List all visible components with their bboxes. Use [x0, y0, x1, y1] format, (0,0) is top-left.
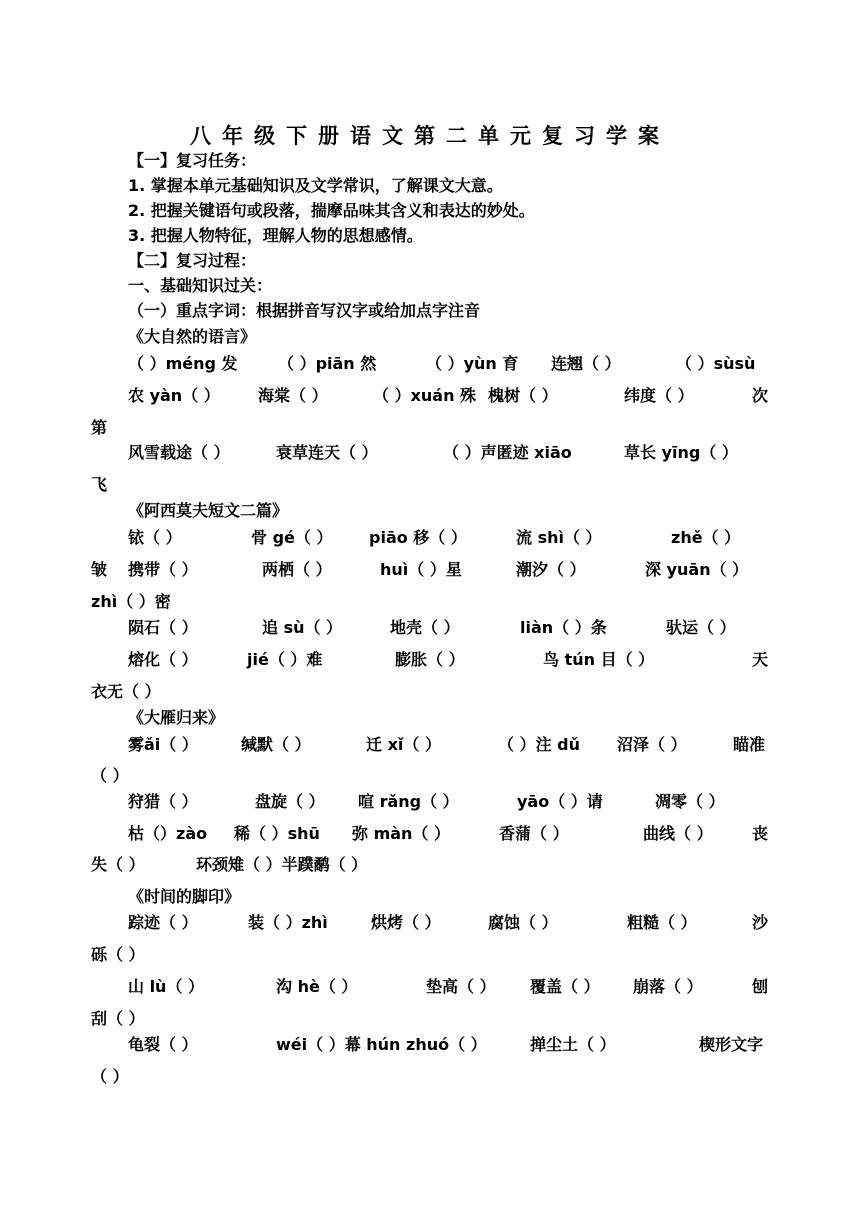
task-heading: 【一】复习任务： — [128, 151, 257, 170]
exercise-item: 深 yuān（ ） — [645, 560, 749, 579]
exercise-item: wéi（ ）幕 hún zhuó（ ） — [276, 1035, 487, 1054]
exercise-item: 槐树（ ） — [488, 386, 558, 405]
exercise-item: （ ） — [91, 1067, 129, 1086]
exercise-item: 刮（ ） — [91, 1009, 145, 1028]
exercise-item: 天 — [752, 650, 769, 669]
exercise-item: 覆盖（ ） — [530, 977, 600, 996]
exercise-item: piāo 移（ ） — [369, 528, 467, 547]
exercise-item: （ ）piān 然 — [278, 354, 377, 373]
sub-heading: （一）重点字词：根据拼音写汉字或给加点字注音 — [128, 301, 481, 320]
exercise-item: zhě（ ） — [671, 528, 741, 547]
exercise-item: zhì（ ）密 — [91, 592, 171, 611]
exercise-item: 凋零（ ） — [655, 792, 725, 811]
exercise-item: 鸟 tún 目（ ） — [543, 650, 655, 669]
exercise-item: huì（ ）星 — [380, 560, 462, 579]
exercise-item: （ ）sùsù — [676, 354, 756, 373]
page-title: 八年级下册语文第二单元复习学案 — [190, 124, 670, 148]
exercise-item: 地壳（ ） — [390, 618, 460, 637]
exercise-item: 追 sù（ ） — [262, 618, 343, 637]
exercise-item: （ ）声匿迹 xiāo — [443, 443, 572, 462]
exercise-item: 携带（ ） — [128, 560, 198, 579]
process-heading: 【二】复习过程： — [128, 251, 257, 270]
exercise-item: 驮运（ ） — [666, 618, 736, 637]
exercise-item: 衣无（ ） — [91, 682, 161, 701]
exercise-item: （ ）xuán 殊 — [373, 386, 477, 405]
lesson-title: 《大雁归来》 — [128, 708, 225, 727]
exercise-item: 草长 yīng（ ） — [624, 443, 738, 462]
exercise-item: 铱（ ） — [128, 528, 182, 547]
exercise-item: 第 — [91, 418, 108, 437]
lesson-title: 《时间的脚印》 — [128, 887, 241, 906]
exercise-item: （ ）注 dǔ — [498, 735, 580, 754]
exercise-item: 环颈雉（ ）半蹼鹬（ ） — [196, 855, 368, 874]
exercise-item: 骨 gé（ ） — [251, 528, 333, 547]
exercise-item: 粗糙（ ） — [627, 913, 697, 932]
exercise-item: （ ）méng 发 — [128, 354, 238, 373]
exercise-item: 潮汐（ ） — [516, 560, 586, 579]
exercise-item: 掸尘土（ ） — [530, 1035, 616, 1054]
exercise-item: 龟裂（ ） — [128, 1035, 198, 1054]
exercise-item: 两栖（ ） — [262, 560, 332, 579]
exercise-item: 皱 — [91, 560, 108, 579]
exercise-item: 缄默（ ） — [241, 735, 311, 754]
exercise-item: 沼泽（ ） — [617, 735, 687, 754]
exercise-item: 盘旋（ ） — [255, 792, 325, 811]
exercise-item: 砾（ ） — [91, 945, 145, 964]
exercise-item: 流 shì（ ） — [516, 528, 602, 547]
exercise-item: （ ）yùn 育 — [426, 354, 519, 373]
exercise-item: 膨胀（ ） — [395, 650, 465, 669]
exercise-item: 楔形文字 — [699, 1035, 764, 1054]
exercise-item: 次 — [752, 386, 769, 405]
task-item: 3. 把握人物特征，理解人物的思想感情。 — [128, 226, 423, 245]
exercise-item: 垫高（ ） — [426, 977, 496, 996]
exercise-item: 装（ ）zhì — [248, 913, 328, 932]
exercise-item: 农 yàn（ ） — [128, 386, 220, 405]
lesson-title: 《阿西莫夫短文二篇》 — [128, 501, 289, 520]
exercise-item: 海棠（ ） — [258, 386, 328, 405]
exercise-item: 狩猎（ ） — [128, 792, 198, 811]
exercise-item: 刨 — [752, 977, 769, 996]
exercise-item: 连翘（ ） — [551, 354, 621, 373]
exercise-item: 弥 màn（ ） — [352, 824, 451, 843]
exercise-item: 衰草连天（ ） — [276, 443, 378, 462]
exercise-item: 曲线（ ） — [643, 824, 713, 843]
exercise-item: 失（ ） — [91, 855, 145, 874]
exercise-item: 沟 hè（ ） — [276, 977, 358, 996]
exercise-item: （ ） — [91, 766, 129, 785]
task-item: 1. 掌握本单元基础知识及文学常识，了解课文大意。 — [128, 176, 503, 195]
exercise-item: 沙 — [752, 913, 769, 932]
exercise-item: 腐蚀（ ） — [488, 913, 558, 932]
task-item: 2. 把握关键语句或段落，揣摩品味其含义和表达的妙处。 — [128, 201, 535, 220]
exercise-item: 飞 — [91, 475, 108, 494]
exercise-item: 丧 — [752, 824, 769, 843]
exercise-item: 稀（ ）shū — [234, 824, 320, 843]
exercise-item: 迁 xǐ（ ） — [366, 735, 441, 754]
exercise-item: 烘烤（ ） — [371, 913, 441, 932]
exercise-item: 崩落（ ） — [633, 977, 703, 996]
exercise-item: liàn（ ）条 — [520, 618, 607, 637]
exercise-item: 雾ǎi（ ） — [128, 735, 198, 754]
exercise-item: 瞄准 — [733, 735, 766, 754]
exercise-item: jié（ ）难 — [247, 650, 323, 669]
exercise-item: 山 lù（ ） — [128, 977, 205, 996]
exercise-item: 风雪载途（ ） — [128, 443, 230, 462]
exercise-item: 枯（）zào — [128, 824, 208, 843]
exercise-item: 陨石（ ） — [128, 618, 198, 637]
exercise-item: 喧 rǎng（ ） — [358, 792, 459, 811]
exercise-item: 香蒲（ ） — [499, 824, 569, 843]
exercise-item: 踪迹（ ） — [128, 913, 198, 932]
lesson-title: 《大自然的语言》 — [128, 327, 257, 346]
basic-heading: 一、基础知识过关： — [128, 276, 273, 295]
exercise-item: yāo（ ）请 — [517, 792, 603, 811]
exercise-item: 熔化（ ） — [128, 650, 198, 669]
exercise-item: 纬度（ ） — [624, 386, 694, 405]
